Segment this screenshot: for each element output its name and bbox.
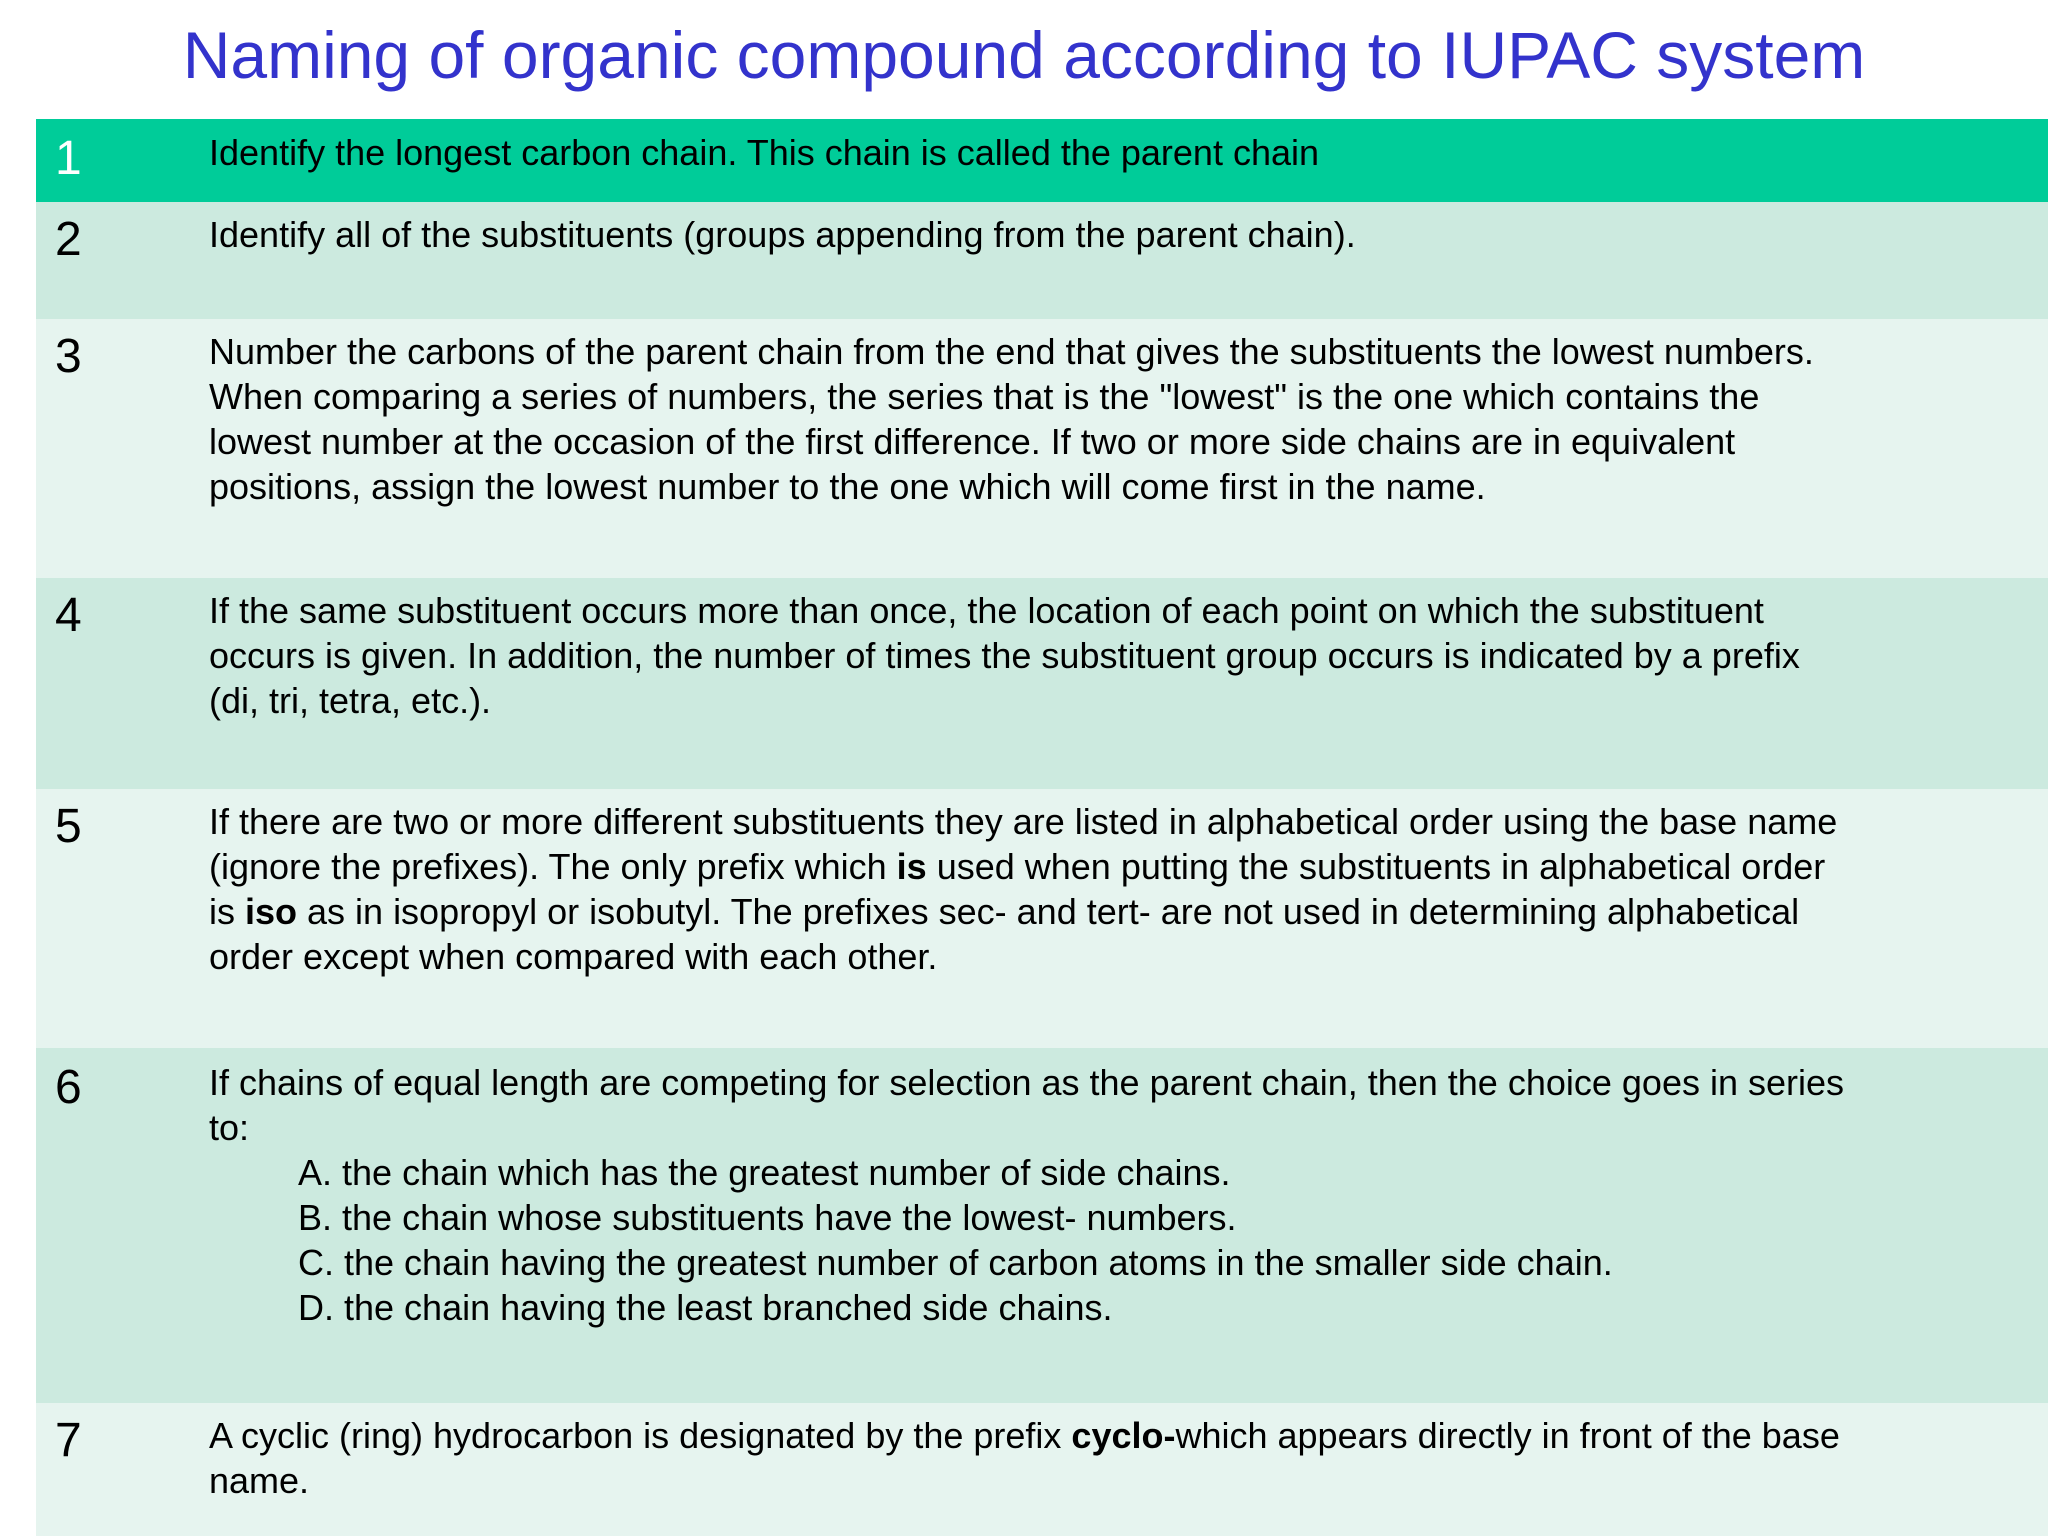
rule-row-4 [36,578,2048,789]
rule-text: Identify the longest carbon chain. This chain is called the parent chain [209,132,1320,173]
rule-number: 2 [55,213,82,266]
rule-row-2 [36,202,2048,319]
rule-number: 5 [55,800,82,853]
bold-keyword-cyclo: cyclo- [1071,1415,1176,1456]
rule-number: 7 [55,1414,82,1467]
bold-keyword-iso: iso [245,891,298,932]
option-c: C. the chain having the greatest number of carbon atoms in the smaller side chain. [298,1242,1613,1283]
page-title: Naming of organic compound according to IUPAC system [182,18,1866,92]
rule-row-5 [36,789,2048,1048]
rule-text: Number the carbons of the parent chain from the end that gives the substituents the lowest numbers. When comparing a series of numbers, the series that is the "lowest" is the one which contains the lowest number at the occasion of the first difference. If two or more side chains are in equivalent positions, assign the lowest number to the one which will come first in the name. [209,331,1814,507]
rule-number: 4 [55,589,82,642]
bold-keyword-is: is [896,846,927,887]
rule-number: 1 [55,132,82,185]
rule-text: If there are two or more different substituents they are listed in alphabetical order using the base name (ignore the prefixes). The only prefix which is used when putting the substituents in alphabetical order is iso as in isopropyl or isobutyl. The prefixes sec- and tert- are not used in determining alphabetical order except when compared with each other. [209,801,1838,977]
rule-number: 3 [55,330,82,383]
rule-text: If chains of equal length are competing for selection as the parent chain, then the choice goes in series to: A. the chain which has the greatest number of side chains. B. the chain whose substituents have the lowest- numbers. C. the chain having the greatest number of carbon atoms in the smaller side chain. D. the chain having the least branched side chains. [209,1060,2045,1330]
rule-row-3 [36,319,2048,578]
rule-text: If the same substituent occurs more than once, the location of each point on which the substituent occurs is given. In addition, the number of times the substituent group occurs is indicated by a prefix (di, tri, tetra, etc.). [209,590,1800,721]
rule-number: 6 [55,1061,82,1114]
rule-text: Identify all of the substituents (groups appending from the parent chain). [209,214,1356,255]
option-b: B. the chain whose substituents have the lowest- numbers. [298,1197,1237,1238]
rule-row-7 [36,1403,2048,1536]
rule-text: A cyclic (ring) hydrocarbon is designated by the prefix cyclo-which appears directly in front of the base name. [209,1415,1840,1501]
rule-row-1 [36,119,2048,202]
rule-row-6 [36,1048,2048,1403]
option-a: A. the chain which has the greatest number of side chains. [298,1152,1231,1193]
option-d: D. the chain having the least branched side chains. [298,1287,1113,1328]
